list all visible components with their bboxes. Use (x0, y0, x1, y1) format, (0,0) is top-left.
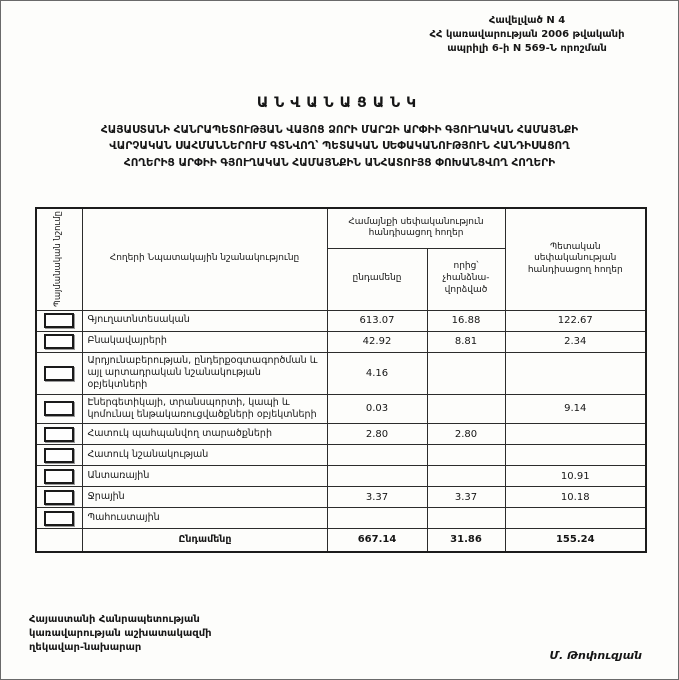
state-value: 122.67 (505, 310, 646, 331)
signature-org-line-1: Հայաստանի Հանրապետության (29, 614, 200, 625)
state-value (505, 508, 646, 529)
legend-symbol-box (44, 511, 74, 526)
community-total-value: 3.37 (327, 487, 427, 508)
document-subtitle (19, 122, 660, 171)
signature-org-line-2: կառավարության աշխատակազմի (29, 628, 212, 639)
community-unleased-value (427, 445, 505, 466)
symbol-cell (36, 529, 82, 552)
community-total-value: 4.16 (327, 352, 427, 394)
appendix-number: Հավելված N 4 (488, 15, 566, 26)
legend-symbol-box (44, 469, 74, 484)
state-value (505, 445, 646, 466)
symbol-cell (36, 508, 82, 529)
header-symbol-label: Պայմանական նշումը (53, 211, 64, 308)
community-total-value (327, 445, 427, 466)
total-community-unleased: 31.86 (427, 529, 505, 552)
community-total-value (327, 466, 427, 487)
table-row (36, 445, 646, 466)
land-purpose-label: Հատուկ պահպանվող տարածքների (82, 424, 327, 445)
subtitle-line-1: ՀԱՅԱՍՏԱՆԻ ՀԱՆՐԱՊԵՏՈՒԹՅԱՆ ՎԱՅՈՑ ՁՈՐԻ ՄԱՐԶԻ ԱՐՓԻԻ ԳՅՈՒՂԱԿԱՆ ՀԱՄԱՅՆՔԻ (100, 124, 579, 136)
symbol-cell (36, 394, 82, 424)
symbol-cell (36, 466, 82, 487)
legend-symbol-box (44, 313, 74, 328)
symbol-cell (36, 352, 82, 394)
header-symbol (36, 208, 82, 310)
legend-symbol-box (44, 366, 74, 381)
land-purpose-label: Պահուստային (82, 508, 327, 529)
total-state: 155.24 (505, 529, 646, 552)
land-purpose-label: Անտառային (82, 466, 327, 487)
state-value: 9.14 (505, 394, 646, 424)
header-community-unleased: որից՝ չհանձնա-վորձված (427, 248, 505, 310)
symbol-cell (36, 445, 82, 466)
signature-block (29, 613, 212, 655)
table-row (36, 508, 646, 529)
land-purpose-label: Ջրային (82, 487, 327, 508)
signature-title: ղեկավար-նախարար (29, 642, 142, 653)
community-total-value: 42.92 (327, 331, 427, 352)
land-table-wrapper (35, 207, 647, 553)
community-total-value: 2.80 (327, 424, 427, 445)
community-unleased-value: 16.88 (427, 310, 505, 331)
community-unleased-value (427, 508, 505, 529)
symbol-cell (36, 424, 82, 445)
header-state: Պետական սեփականության հանդիսացող հողեր (505, 208, 646, 310)
legend-symbol-box (44, 427, 74, 442)
table-row (36, 352, 646, 394)
legend-symbol-box (44, 490, 74, 505)
symbol-cell (36, 331, 82, 352)
table-row (36, 466, 646, 487)
community-total-value: 613.07 (327, 310, 427, 331)
total-label: Ընդամենը (82, 529, 327, 552)
document-title: ԱՆՎԱՆԱՑԱՆԿ (256, 95, 423, 111)
symbol-cell (36, 487, 82, 508)
state-value: 10.18 (505, 487, 646, 508)
table-row (36, 487, 646, 508)
land-table (35, 207, 647, 553)
legend-symbol-box (44, 334, 74, 349)
community-unleased-value: 2.80 (427, 424, 505, 445)
state-value (505, 352, 646, 394)
table-row (36, 424, 646, 445)
signatory-name: Մ. Թոփուզյան (549, 649, 642, 662)
subtitle-line-3: ՀՈՂԵՐԻՑ ԱՐՓԻԻ ԳՅՈՒՂԱԿԱՆ ՀԱՄԱՅՆՔԻՆ ԱՆՀԱՏՈՒՅՑ ՓՈԽԱՆՑՎՈՂ ՀՈՂԵՐԻ (123, 156, 556, 169)
header-community-group: Համայնքի սեփականություն հանդիսացող հողեր (327, 208, 505, 248)
community-unleased-value (427, 352, 505, 394)
land-purpose-label: Հատուկ նշանակության (82, 445, 327, 466)
government-line: ՀՀ կառավարության 2006 թվականի (429, 29, 625, 40)
table-total-row (36, 529, 646, 552)
state-value (505, 424, 646, 445)
land-purpose-label: Բնակավայրերի (82, 331, 327, 352)
header-community-total: ընդամենը (327, 248, 427, 310)
total-community-total: 667.14 (327, 529, 427, 552)
land-purpose-label: Էներգետիկայի, տրանսպորտի, կապի և կոմունալ ենթակառուցվածքների օբյեկտների (82, 394, 327, 424)
land-purpose-label: Արդյունաբերության, ընդերքօգտագործման և այլ արտադրական նշանակության օբյեկտների (82, 352, 327, 394)
land-purpose-label: Գյուղատնտեսական (82, 310, 327, 331)
appendix-header (402, 14, 652, 56)
community-unleased-value: 8.81 (427, 331, 505, 352)
community-total-value (327, 508, 427, 529)
table-row (36, 394, 646, 424)
community-unleased-value: 3.37 (427, 487, 505, 508)
community-unleased-value (427, 466, 505, 487)
community-unleased-value (427, 394, 505, 424)
table-row (36, 310, 646, 331)
state-value: 10.91 (505, 466, 646, 487)
symbol-cell (36, 310, 82, 331)
header-purpose: Հողերի Նպատակային նշանակությունը (82, 208, 327, 310)
table-row (36, 331, 646, 352)
subtitle-line-2: ՎԱՐՉԱԿԱՆ ՍԱՀՄԱՆՆԵՐՈՒՄ ԳՏՆՎՈՂ՝ ՊԵՏԱԿԱՆ ՍԵՓԱԿԱՆՈՒԹՅՈՒՆ ՀԱՆԴԻՍԱՑՈՂ (109, 140, 570, 153)
community-total-value: 0.03 (327, 394, 427, 424)
decision-line: ապրիլի 6-ի N 569-Ն որոշման (447, 43, 607, 54)
legend-symbol-box (44, 448, 74, 463)
legend-symbol-box (44, 401, 74, 416)
state-value: 2.34 (505, 331, 646, 352)
